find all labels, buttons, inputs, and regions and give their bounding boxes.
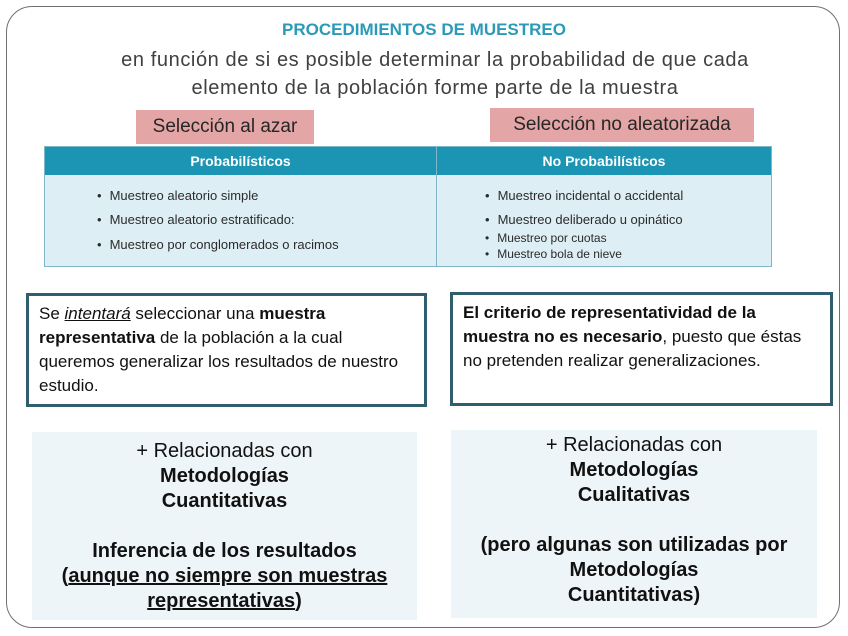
list-item: • Muestreo aleatorio estratificado: <box>97 212 295 227</box>
slide-title: PROCEDIMIENTOS DE MUESTREO <box>282 20 566 39</box>
list-item: • Muestreo por conglomerados o racimos <box>97 237 339 252</box>
list-item: • Muestreo bola de nieve <box>485 247 622 261</box>
probabilistic-column <box>45 147 437 266</box>
qualitative-methods-note: + Relacionadas con Metodologías Cualitativas (pero algunas son utilizadas por Metodologías Cuantitativas) <box>451 430 817 618</box>
slide-subtitle <box>90 46 780 102</box>
list-item: • Muestreo aleatorio simple <box>97 188 258 203</box>
list-item: • Muestreo incidental o accidental <box>485 188 683 203</box>
probabilistic-list <box>45 175 436 266</box>
non-probabilistic-list <box>437 175 771 266</box>
representative-sample-note: Se intentará seleccionar una muestra representativa de la población a la cual queremos generalizar los resultados de nuestro estudio. <box>26 293 427 407</box>
list-item: • Muestreo deliberado u opinático <box>485 212 683 227</box>
sampling-types-table <box>44 146 772 267</box>
random-selection-label: Selección al azar <box>136 110 314 144</box>
non-random-selection-label: Selección no aleatorizada <box>490 108 754 142</box>
non-representative-note: El criterio de representatividad de la muestra no es necesario, puesto que éstas no pretenden realizar generalizaciones. <box>450 292 833 406</box>
list-item: • Muestreo por cuotas <box>485 231 607 245</box>
non-probabilistic-header: No Probabilísticos <box>437 147 771 175</box>
quantitative-methods-note: + Relacionadas con Metodologías Cuantitativas Inferencia de los resultados (aunque no siempre son muestras representativas) <box>32 432 417 620</box>
probabilistic-header: Probabilísticos <box>45 147 436 175</box>
subtitle-line-2: elemento de la población forme parte de la muestra <box>191 77 679 99</box>
non-probabilistic-column <box>437 147 771 266</box>
subtitle-line-1: en función de si es posible determinar la probabilidad de que cada <box>121 49 749 71</box>
